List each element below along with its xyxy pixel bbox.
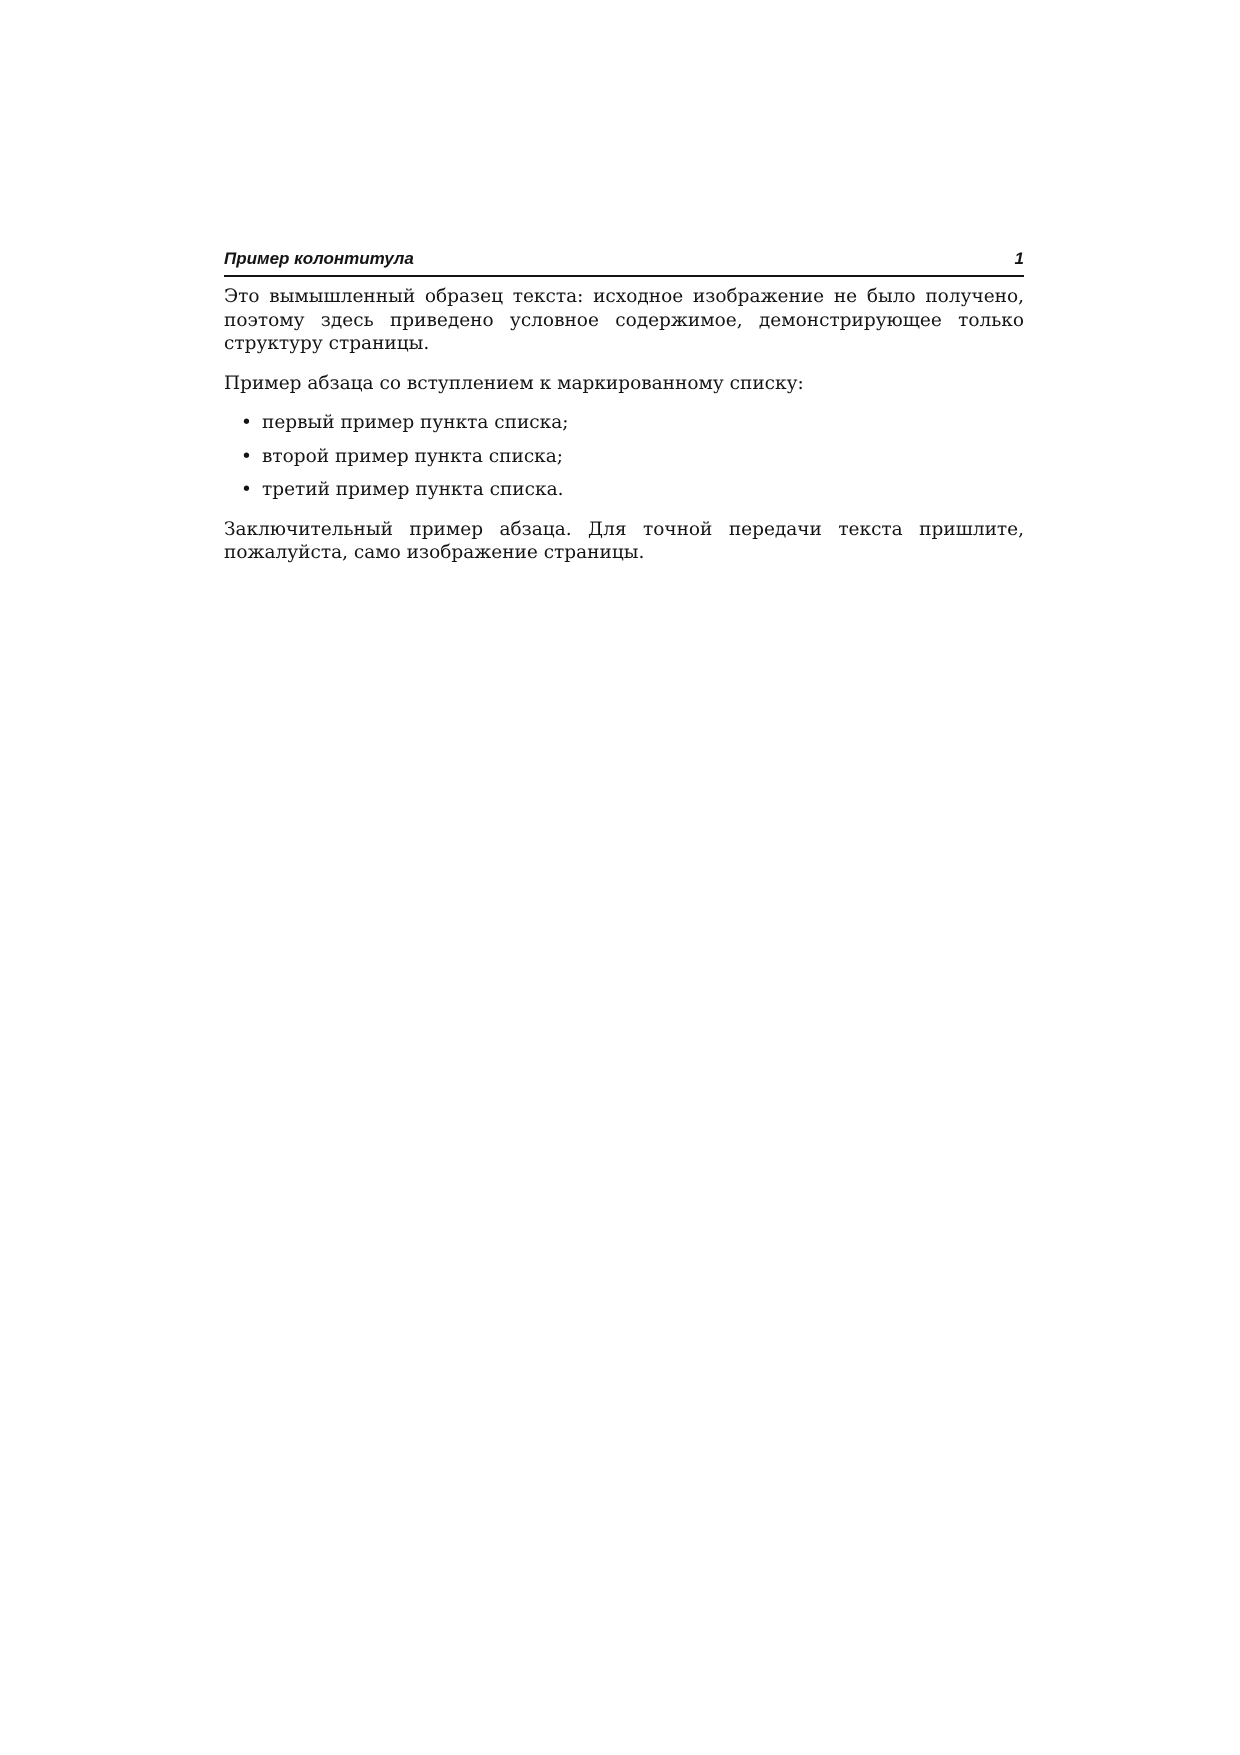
body-text [224,285,1024,565]
book-page [224,248,1024,581]
paragraph: Заключительный пример абзаца. Для точной передачи текста пришлите, пожалуйста, само изображение страницы. [224,518,1024,563]
list-item: • первый пример пункта списка; [262,411,1024,435]
list-item: • третий пример пункта списка. [262,478,1024,502]
list-item: • второй пример пункта списка; [262,445,1024,469]
chapter-title: Пример колонтитула [224,249,414,268]
bullet-list [224,411,1024,502]
page-number: 1 [1014,249,1024,268]
running-head [224,248,1024,277]
paragraph: Это вымышленный образец текста: исходное изображение не было получено, поэтому здесь приведено условное содержимое, демонстрирующее только структуру страницы. [224,286,1024,354]
paragraph: Пример абзаца со вступлением к маркированному списку: [224,372,804,394]
